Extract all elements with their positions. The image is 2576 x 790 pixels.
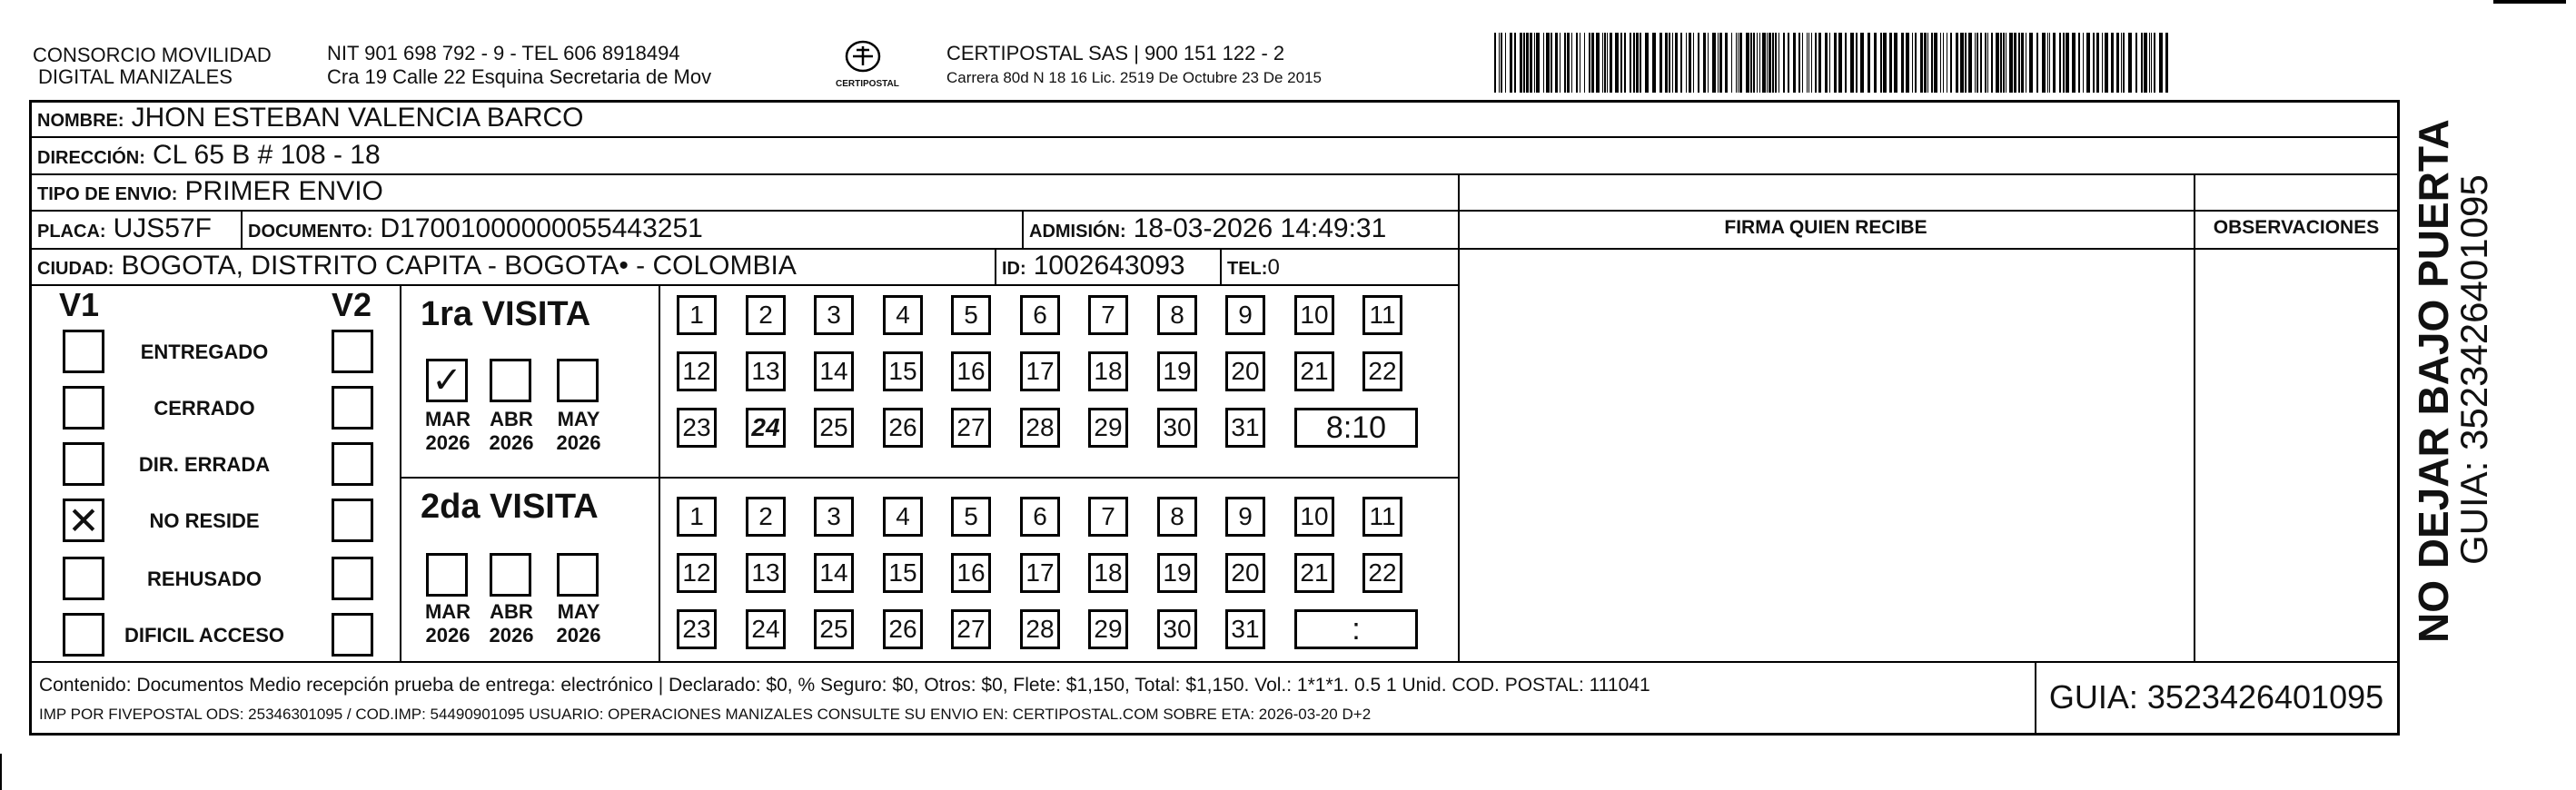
month-label: MAY 2026 [556, 600, 601, 647]
barcode-bar [1834, 33, 1837, 93]
barcode-bar [2154, 33, 2155, 93]
day-box[interactable]: 5 [951, 295, 991, 335]
month-checkbox[interactable]: ✓ [426, 359, 468, 402]
footer-guia: GUIA: 3523426401095 [2048, 678, 2384, 716]
barcode-bar [2086, 33, 2090, 93]
barcode-bar [1546, 33, 1550, 93]
barcode-bar [1698, 33, 1699, 93]
month-checkbox[interactable] [557, 359, 599, 402]
certipostal-logo [836, 38, 899, 102]
barcode-bar [1769, 33, 1771, 93]
barcode-bar [2029, 33, 2033, 93]
day-box[interactable]: 28 [1020, 609, 1060, 649]
firma-quien-recibe-label: FIRMA QUIEN RECIBE [1724, 217, 1927, 238]
barcode-bar [2072, 33, 2076, 93]
day-box[interactable]: 23 [677, 609, 717, 649]
v1-checkbox[interactable] [63, 330, 104, 373]
barcode-bar [1567, 33, 1570, 93]
barcode-bar [1750, 33, 1752, 93]
day-box[interactable]: 10 [1294, 295, 1334, 335]
barcode-bar [1815, 33, 1817, 93]
day-box[interactable]: 3 [814, 295, 854, 335]
barcode-bar [1736, 33, 1737, 93]
company-name-line2: DIGITAL MANIZALES [38, 65, 233, 88]
visit1-title: 1ra VISITA [421, 295, 591, 333]
day-box[interactable]: 11 [1362, 295, 1402, 335]
barcode-bar [1591, 33, 1594, 93]
barcode-bar [1719, 33, 1722, 93]
barcode-bar [1874, 33, 1877, 93]
barcode-bar [2111, 33, 2114, 93]
day-box[interactable]: 18 [1088, 553, 1128, 593]
day-box[interactable]: 20 [1225, 351, 1265, 391]
barcode-bar [1514, 33, 1516, 93]
barcode-bar [1505, 33, 1506, 93]
month-checkbox[interactable] [490, 553, 531, 597]
barcode-bar [1718, 33, 1719, 93]
day-box[interactable]: 8 [1157, 295, 1197, 335]
barcode-bar [2009, 33, 2013, 93]
barcode-bar [1551, 33, 1552, 93]
barcode-bar [1927, 33, 1928, 93]
barcode-bar [1996, 33, 1999, 93]
barcode-bar [1708, 33, 1709, 93]
barcode-bar [2141, 33, 2143, 93]
barcode-bar [1712, 33, 1716, 93]
barcode-bar [1915, 33, 1917, 93]
carrier-line: CERTIPOSTAL SAS | 900 151 122 - 2 [946, 42, 1285, 64]
ciudad-field: CIUDAD: BOGOTA, DISTRITO CAPITA - BOGOTA• - COLOMBIA [37, 251, 797, 281]
barcode-bar [2078, 33, 2080, 93]
barcode-bar [1510, 33, 1512, 93]
barcode-bar [2151, 33, 2152, 93]
barcode-bar [1746, 33, 1749, 93]
day-box[interactable]: 11 [1362, 497, 1402, 537]
barcode-bar [1669, 33, 1670, 93]
barcode-bar [2165, 33, 2168, 93]
direccion-field: DIRECCIÓN: CL 65 B # 108 - 18 [37, 140, 381, 170]
day-box[interactable]: 15 [883, 351, 923, 391]
barcode-bar [1596, 33, 1600, 93]
day-box[interactable]: 25 [814, 609, 854, 649]
barcode-bar [1536, 33, 1540, 93]
barcode-bar [1880, 33, 1882, 93]
barcode-bar [1798, 33, 1800, 93]
barcode-bar [2105, 33, 2108, 93]
day-box[interactable]: 26 [883, 408, 923, 448]
admision-value: 18-03-2026 14:49:31 [1133, 213, 1387, 243]
nit-line: NIT 901 698 792 - 9 - TEL 606 8918494 [327, 42, 680, 64]
barcode-bar [1808, 33, 1809, 93]
day-box[interactable]: 9 [1225, 497, 1265, 537]
footer-contenido: Contenido: Documentos Medio recepción prueba de entrega: electrónico | Declarado: $0, % Seguro: $0, Otros: $0, Flete: $1,150, Total: $1,150. Vol.: 1*1*1. 0.5 1 Unid. COD. POSTAL: 111041 [39, 675, 1650, 696]
barcode-bar [2149, 33, 2150, 93]
documento-field: DOCUMENTO: D17001000000055443251 [248, 213, 703, 243]
footer-imp: IMP POR FIVEPOSTAL ODS: 25346301095 / COD.IMP: 54490901095 USUARIO: OPERACIONES MANIZALES CONSULTE SU ENVIO EN: CERTIPOSTAL.COM SOBRE ETA: 2026-03-20 D+2 [39, 706, 1372, 723]
day-box[interactable]: 27 [951, 408, 991, 448]
barcode-bar [1762, 33, 1766, 93]
barcode-bar [1906, 33, 1909, 93]
day-box[interactable]: 16 [951, 553, 991, 593]
barcode-bar [2128, 33, 2132, 93]
status-label: ENTREGADO [140, 341, 269, 363]
barcode-bar [1991, 33, 1993, 93]
status-label: REHUSADO [147, 568, 262, 590]
month-checkbox[interactable] [426, 553, 468, 597]
barcode-bar [1838, 33, 1842, 93]
day-box[interactable]: 6 [1020, 497, 1060, 537]
barcode-bar [1526, 33, 1529, 93]
v1-checkbox[interactable] [63, 557, 104, 600]
tipo-envio-field: TIPO DE ENVIO: PRIMER ENVIO [37, 176, 383, 206]
barcode-bar [1920, 33, 1923, 93]
day-box[interactable]: 2 [746, 295, 786, 335]
barcode-bar [2159, 33, 2163, 93]
barcode-bar [1977, 33, 1978, 93]
barcode-bar [1825, 33, 1828, 93]
barcode-bar [1739, 33, 1742, 93]
day-box[interactable]: 18 [1088, 351, 1128, 391]
barcode-bar [1829, 33, 1830, 93]
day-box[interactable]: 7 [1088, 497, 1128, 537]
barcode-bar [1807, 33, 1808, 93]
day-box[interactable]: 16 [951, 351, 991, 391]
barcode-bar [1689, 33, 1691, 93]
barcode-bar [1753, 33, 1755, 93]
barcode-bar [2049, 33, 2050, 93]
v2-checkbox[interactable] [332, 613, 373, 657]
delivery-form [29, 100, 2400, 736]
barcode-bar [1901, 33, 1904, 93]
nombre-field: NOMBRE: JHON ESTEBAN VALENCIA BARCO [37, 103, 584, 133]
barcode-bar [1845, 33, 1847, 93]
day-box[interactable]: 24 [746, 609, 786, 649]
barcode-bar [1802, 33, 1803, 93]
status-label: DIFICIL ACCESO [124, 624, 284, 647]
barcode-bar [1543, 33, 1544, 93]
barcode-bar [1652, 33, 1656, 93]
v1-checkbox[interactable]: ✕ [63, 499, 104, 542]
barcode-bar [1494, 33, 1496, 93]
day-box[interactable]: 10 [1294, 497, 1334, 537]
barcode-bar [1630, 33, 1631, 93]
barcode-bar [2014, 33, 2016, 93]
barcode-bar [2096, 33, 2099, 93]
barcode-bar [1980, 33, 1982, 93]
month-label: ABR 2026 [489, 600, 534, 647]
barcode-bar [1956, 33, 1958, 93]
day-box[interactable]: 25 [814, 408, 854, 448]
barcode-bar [1564, 33, 1566, 93]
barcode-bar [2063, 33, 2065, 93]
certipostal-logo-icon [842, 38, 884, 74]
barcode-bar [1783, 33, 1785, 93]
day-box[interactable]: 21 [1294, 351, 1334, 391]
day-box[interactable]: 2 [746, 497, 786, 537]
status-label: NO RESIDE [149, 509, 260, 532]
barcode-bar [1759, 33, 1760, 93]
day-box[interactable]: 12 [677, 351, 717, 391]
barcode-bar [1645, 33, 1649, 93]
barcode-bar [1738, 33, 1739, 93]
barcode-bar [1960, 33, 1964, 93]
day-box[interactable]: 4 [883, 295, 923, 335]
month-label: MAR 2026 [424, 408, 471, 454]
side-guia: GUIA: 3523426401095 [2452, 174, 2495, 565]
tipo-envio-value: PRIMER ENVIO [184, 176, 383, 206]
barcode-bar [1772, 33, 1774, 93]
day-box[interactable]: 13 [746, 351, 786, 391]
day-box[interactable]: 9 [1225, 295, 1265, 335]
nombre-value: JHON ESTEBAN VALENCIA BARCO [131, 103, 584, 133]
barcode-bar [2000, 33, 2002, 93]
barcode-bar [1931, 33, 1933, 93]
tel-field: TEL:0 [1227, 255, 1280, 280]
barcode-bar [1987, 33, 1988, 93]
barcode-bar [1640, 33, 1641, 93]
barcode-bar [1523, 33, 1525, 93]
barcode-bar [1912, 33, 1913, 93]
day-box[interactable]: 4 [883, 497, 923, 537]
barcode-bar [1889, 33, 1892, 93]
barcode-bar [2047, 33, 2048, 93]
barcode-bar [2093, 33, 2095, 93]
id-field: ID: 1002643093 [1002, 251, 1185, 281]
logo-text: CERTIPOSTAL [836, 79, 899, 89]
barcode-bar [1680, 33, 1682, 93]
barcode-bar [2066, 33, 2069, 93]
placa-value: UJS57F [113, 213, 212, 243]
day-box[interactable]: 30 [1157, 609, 1197, 649]
v2-checkbox[interactable] [332, 499, 373, 542]
barcode-bar [2121, 33, 2122, 93]
barcode-bar [2003, 33, 2005, 93]
day-box[interactable]: 3 [814, 497, 854, 537]
barcode-bar [1615, 33, 1619, 93]
v2-checkbox[interactable] [332, 330, 373, 373]
status-label: DIR. ERRADA [138, 453, 271, 476]
v2-header: V2 [332, 286, 372, 323]
day-box[interactable]: 6 [1020, 295, 1060, 335]
barcode-bar [1868, 33, 1870, 93]
day-box[interactable]: 13 [746, 553, 786, 593]
day-box[interactable]: 7 [1088, 295, 1128, 335]
barcode-bar [1633, 33, 1635, 93]
month-label: ABR 2026 [489, 408, 534, 454]
barcode-bar [1607, 33, 1608, 93]
tel-value: 0 [1267, 255, 1280, 280]
barcode-bar [2102, 33, 2103, 93]
address-line: Cra 19 Calle 22 Esquina Secretaria de Mov [327, 65, 712, 88]
id-value: 1002643093 [1033, 251, 1185, 281]
month-checkbox[interactable] [490, 359, 531, 402]
status-label: CERRADO [154, 397, 255, 420]
barcode-bar [2018, 33, 2020, 93]
day-box[interactable]: 31 [1225, 609, 1265, 649]
barcode-bar [2042, 33, 2046, 93]
documento-value: D17001000000055443251 [380, 213, 703, 243]
month-label: MAR 2026 [424, 600, 471, 647]
barcode-bar [1576, 33, 1578, 93]
barcode-bar [1610, 33, 1612, 93]
barcode-bar [1793, 33, 1796, 93]
day-box[interactable]: 30 [1157, 408, 1197, 448]
edge-mark [2493, 0, 2566, 4]
barcode-bar [1856, 33, 1858, 93]
day-box[interactable]: 26 [883, 609, 923, 649]
barcode-bar [2053, 33, 2056, 93]
barcode-bar [1703, 33, 1706, 93]
barcode [1494, 33, 2171, 93]
day-box[interactable]: 29 [1088, 609, 1128, 649]
barcode-bar [1883, 33, 1887, 93]
v2-checkbox[interactable] [332, 557, 373, 600]
barcode-bar [1571, 33, 1572, 93]
month-checkbox[interactable] [557, 553, 599, 597]
barcode-bar [1968, 33, 1972, 93]
direccion-value: CL 65 B # 108 - 18 [152, 140, 381, 170]
barcode-bar [1811, 33, 1812, 93]
month-label: MAY 2026 [556, 408, 601, 454]
barcode-bar [1725, 33, 1728, 93]
carrier-address: Carrera 80d N 18 16 Lic. 2519 De Octubre 23 De 2015 [946, 69, 1322, 86]
barcode-bar [1788, 33, 1789, 93]
day-box[interactable]: 20 [1225, 553, 1265, 593]
barcode-bar [1818, 33, 1821, 93]
barcode-bar [2036, 33, 2038, 93]
barcode-bar [1975, 33, 1976, 93]
day-box[interactable]: 24 [746, 408, 786, 448]
barcode-bar [1778, 33, 1779, 93]
day-box[interactable]: 29 [1088, 408, 1128, 448]
barcode-bar [1636, 33, 1639, 93]
day-box[interactable]: 17 [1020, 351, 1060, 391]
barcode-bar [1757, 33, 1758, 93]
company-name-line1: CONSORCIO MOVILIDAD [33, 44, 272, 66]
barcode-bar [2123, 33, 2125, 93]
barcode-bar [1555, 33, 1558, 93]
barcode-bar [1660, 33, 1662, 93]
admision-field: ADMISIÓN: 18-03-2026 14:49:31 [1029, 213, 1387, 243]
barcode-bar [2083, 33, 2084, 93]
time-box[interactable]: 8:10 [1294, 408, 1418, 448]
barcode-bar [2021, 33, 2024, 93]
barcode-bar [1675, 33, 1678, 93]
barcode-bar [1775, 33, 1777, 93]
day-box[interactable]: 1 [677, 497, 717, 537]
v1-header: V1 [59, 286, 100, 323]
barcode-bar [1965, 33, 1967, 93]
day-box[interactable]: 31 [1225, 408, 1265, 448]
barcode-bar [2116, 33, 2119, 93]
barcode-bar [1940, 33, 1941, 93]
day-box[interactable]: 22 [1362, 553, 1402, 593]
visit2-title: 2da VISITA [421, 488, 599, 526]
barcode-bar [1584, 33, 1585, 93]
barcode-bar [1602, 33, 1603, 93]
day-box[interactable]: 12 [677, 553, 717, 593]
day-box[interactable]: 27 [951, 609, 991, 649]
barcode-bar [1589, 33, 1590, 93]
barcode-bar [1530, 33, 1532, 93]
barcode-bar [1501, 33, 1502, 93]
day-box[interactable]: 8 [1157, 497, 1197, 537]
barcode-bar [1534, 33, 1535, 93]
day-box[interactable]: 28 [1020, 408, 1060, 448]
day-box[interactable]: 17 [1020, 553, 1060, 593]
time-box[interactable]: : [1294, 609, 1418, 649]
observaciones-label: OBSERVACIONES [2213, 217, 2380, 238]
barcode-bar [1934, 33, 1937, 93]
ciudad-value: BOGOTA, DISTRITO CAPITA - BOGOTA• - COLOMBIA [121, 251, 797, 281]
barcode-bar [1624, 33, 1626, 93]
barcode-bar [1499, 33, 1500, 93]
barcode-bar [1620, 33, 1622, 93]
barcode-bar [1672, 33, 1673, 93]
placa-field: PLACA: UJS57F [37, 213, 212, 243]
barcode-bar [1943, 33, 1944, 93]
barcode-bar [2059, 33, 2061, 93]
no-dejar-bajo-puerta: NO DEJAR BAJO PUERTA [2410, 119, 2457, 643]
day-box[interactable]: 5 [951, 497, 991, 537]
barcode-bar [1520, 33, 1522, 93]
v2-checkbox[interactable] [332, 442, 373, 486]
day-box[interactable]: 14 [814, 553, 854, 593]
barcode-bar [2135, 33, 2137, 93]
day-box[interactable]: 1 [677, 295, 717, 335]
day-box[interactable]: 19 [1157, 553, 1197, 593]
day-box[interactable]: 23 [677, 408, 717, 448]
barcode-bar [1985, 33, 1986, 93]
day-box[interactable]: 15 [883, 553, 923, 593]
v1-checkbox[interactable] [63, 386, 104, 430]
day-box[interactable]: 22 [1362, 351, 1402, 391]
day-box[interactable]: 21 [1294, 553, 1334, 593]
barcode-bar [2144, 33, 2147, 93]
barcode-bar [1665, 33, 1668, 93]
barcode-bar [1950, 33, 1952, 93]
barcode-bar [1767, 33, 1768, 93]
barcode-bar [1850, 33, 1854, 93]
barcode-bar [1686, 33, 1687, 93]
barcode-bar [1731, 33, 1732, 93]
v1-checkbox[interactable] [63, 442, 104, 486]
barcode-bar [1924, 33, 1927, 93]
v2-checkbox[interactable] [332, 386, 373, 430]
edge-mark [0, 754, 2, 790]
day-box[interactable]: 19 [1157, 351, 1197, 391]
barcode-bar [1693, 33, 1694, 93]
barcode-bar [1860, 33, 1864, 93]
barcode-bar [1604, 33, 1606, 93]
v1-checkbox[interactable] [63, 613, 104, 657]
barcode-bar [1894, 33, 1897, 93]
day-box[interactable]: 14 [814, 351, 854, 391]
